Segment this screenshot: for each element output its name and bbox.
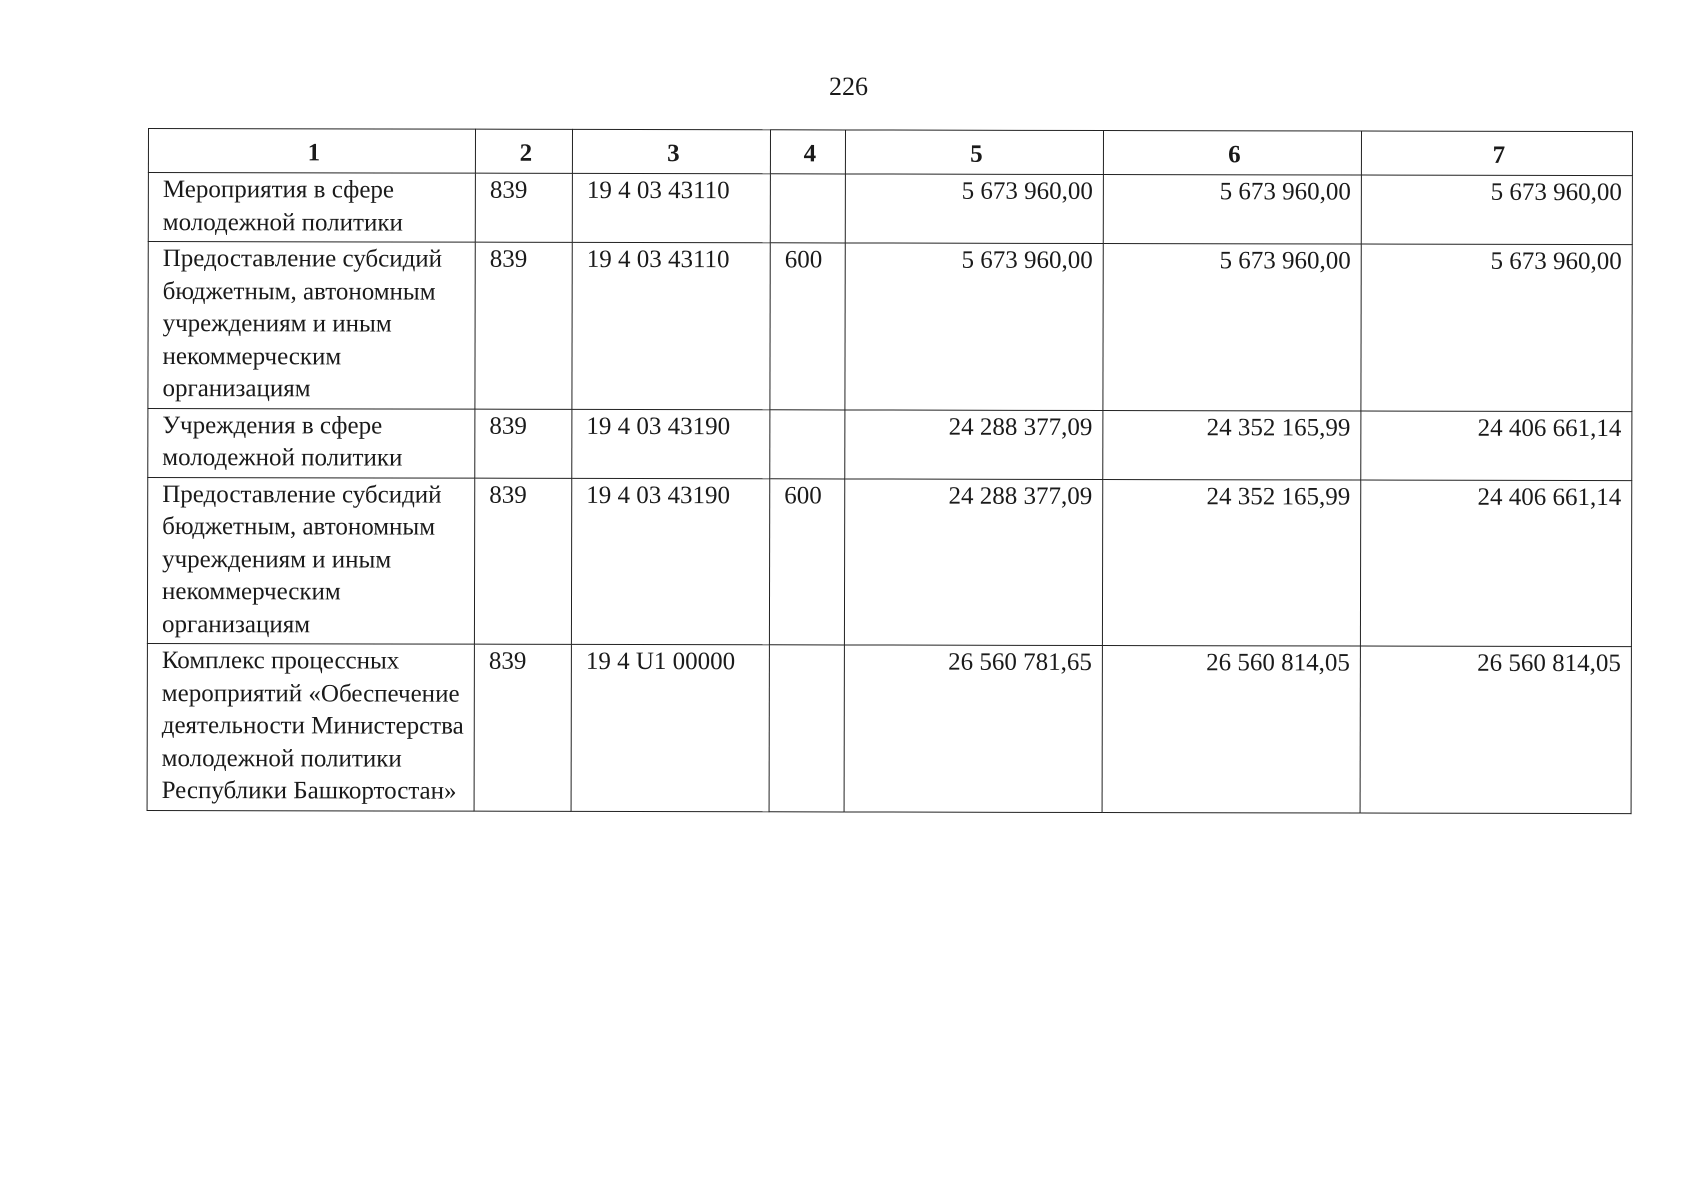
column-header: 2 bbox=[475, 129, 572, 173]
cell-col-5: 5 673 960,00 bbox=[845, 243, 1103, 410]
cell-col-6: 24 352 165,99 bbox=[1103, 410, 1361, 480]
column-header: 7 bbox=[1361, 131, 1632, 176]
cell-col-3: 19 4 03 43110 bbox=[572, 173, 770, 242]
cell-col-2: 839 bbox=[475, 173, 572, 242]
cell-col-4 bbox=[770, 409, 845, 478]
table-row bbox=[147, 643, 1631, 813]
table-header-row bbox=[148, 129, 1632, 176]
cell-col-4 bbox=[769, 645, 844, 812]
cell-col-6: 24 352 165,99 bbox=[1102, 479, 1360, 646]
page-number: 226 bbox=[829, 72, 868, 101]
cell-col-2: 839 bbox=[475, 242, 572, 409]
cell-col-5: 24 288 377,09 bbox=[844, 478, 1102, 645]
table-row bbox=[147, 477, 1631, 647]
cell-col-7: 5 673 960,00 bbox=[1361, 175, 1632, 245]
cell-col-6: 5 673 960,00 bbox=[1103, 244, 1361, 411]
cell-col-3: 19 4 03 43190 bbox=[571, 478, 769, 645]
table-row bbox=[148, 408, 1632, 480]
table-row bbox=[148, 173, 1632, 245]
cell-col-2: 839 bbox=[474, 644, 571, 811]
cell-col-7: 26 560 814,05 bbox=[1360, 646, 1631, 813]
cell-col-2: 839 bbox=[474, 478, 571, 645]
row-name-cell: Мероприятия в сфере молодежной политики bbox=[148, 173, 475, 243]
column-header: 1 bbox=[148, 129, 475, 174]
cell-col-5: 24 288 377,09 bbox=[845, 409, 1103, 479]
cell-col-5: 26 560 781,65 bbox=[844, 645, 1102, 812]
row-name-cell: Учреждения в сфере молодежной политики bbox=[148, 408, 475, 478]
cell-col-4: 600 bbox=[769, 478, 844, 645]
cell-col-7: 5 673 960,00 bbox=[1361, 244, 1632, 411]
cell-col-3: 19 4 U1 00000 bbox=[571, 644, 769, 811]
cell-col-5: 5 673 960,00 bbox=[845, 174, 1103, 244]
table-row bbox=[148, 242, 1632, 412]
cell-col-7: 24 406 661,14 bbox=[1361, 411, 1632, 481]
column-header: 4 bbox=[770, 130, 845, 174]
row-name-cell: Предоставление субсидий бюджетным, автономным учреждениям и иным некоммерческим организациям bbox=[148, 242, 475, 409]
row-name-cell: Предоставление субсидий бюджетным, автономным учреждениям и иным некоммерческим организациям bbox=[147, 477, 474, 644]
cell-col-6: 26 560 814,05 bbox=[1102, 646, 1360, 813]
row-name-cell: Комплекс процессных мероприятий «Обеспечение деятельности Министерства молодежной политики Республики Башкортостан» bbox=[147, 643, 474, 810]
column-header: 6 bbox=[1103, 131, 1361, 176]
budget-table bbox=[147, 128, 1633, 814]
column-header: 3 bbox=[572, 129, 770, 173]
cell-col-6: 5 673 960,00 bbox=[1103, 175, 1361, 245]
cell-col-2: 839 bbox=[475, 409, 572, 478]
column-header: 5 bbox=[845, 130, 1103, 175]
cell-col-4: 600 bbox=[770, 243, 845, 410]
cell-col-4 bbox=[770, 174, 845, 243]
cell-col-3: 19 4 03 43190 bbox=[572, 409, 770, 478]
cell-col-7: 24 406 661,14 bbox=[1360, 480, 1631, 647]
cell-col-3: 19 4 03 43110 bbox=[572, 242, 770, 409]
